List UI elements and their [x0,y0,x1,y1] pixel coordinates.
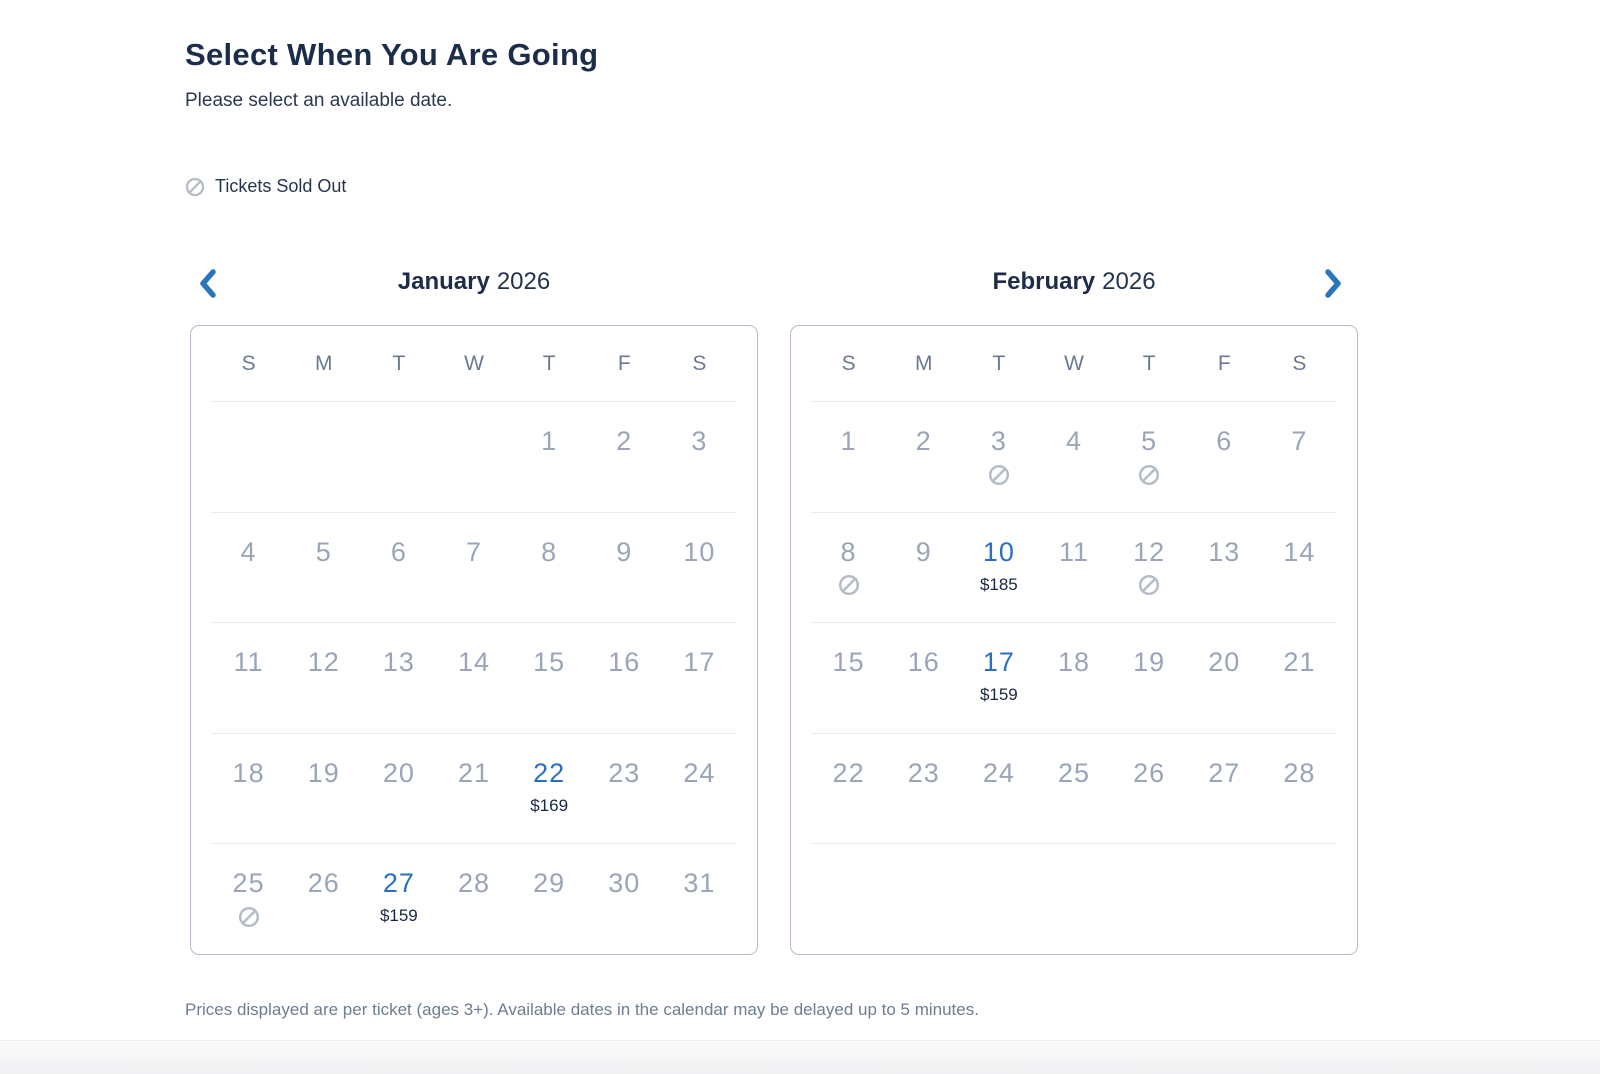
calendar-january [190,325,758,955]
day-sub-spacer [1036,682,1111,708]
day-number: 26 [307,868,340,899]
calendar-day-unavailable [436,734,511,844]
sold-out-icon [811,572,886,598]
calendar-day-unavailable [961,734,1036,844]
calendar-day-unavailable [587,734,662,844]
day-number: 5 [1141,426,1158,456]
weekday-header: T [392,352,406,375]
calendar-day-unavailable [436,623,511,733]
empty-day-cell [1112,844,1187,954]
empty-day-cell [211,402,286,512]
calendar-day-unavailable [1187,513,1262,623]
sold-out-icon [185,177,205,197]
calendar-day-unavailable [436,513,511,623]
month-year: 2026 [496,268,551,295]
calendar-day-unavailable [361,513,436,623]
calendar-day-unavailable [886,734,961,844]
calendar-week-row [811,623,1337,734]
day-sub-spacer [587,903,662,929]
day-sub-spacer [512,572,587,598]
calendar-day-unavailable [1262,402,1337,512]
calendar-day-unavailable [662,734,737,844]
day-number: 5 [315,536,332,567]
day-sub-spacer [1187,682,1262,708]
day-sub-spacer [361,572,436,598]
calendar-day-unavailable [286,844,361,954]
empty-day-cell [961,844,1036,954]
calendar-week-row [811,734,1337,845]
day-number: 15 [533,647,566,678]
day-sub-spacer [1036,572,1111,598]
day-number: 22 [832,757,865,788]
day-number: 1 [840,426,857,456]
day-number: 24 [982,757,1015,788]
weekday-header: W [1064,352,1084,375]
day-number[interactable]: 17 [982,647,1015,678]
month-year: 2026 [1102,268,1156,295]
empty-day-cell [436,402,511,512]
day-number: 21 [457,757,491,788]
sold-out-legend [185,176,346,197]
empty-day-cell [286,402,361,512]
day-sub-spacer [662,793,737,819]
calendar-week-row [811,402,1337,513]
weekday-header: W [464,352,484,375]
calendar-day-unavailable [436,844,511,954]
calendar-week-row [811,513,1337,624]
day-sub-spacer [512,682,587,708]
day-number: 10 [683,536,716,567]
calendar-day-unavailable [587,623,662,733]
calendar-day-available[interactable] [961,623,1036,733]
calendar-day-unavailable [811,402,886,512]
calendar-day-unavailable [662,513,737,623]
calendar-day-available[interactable] [512,734,587,844]
day-sub-spacer [436,572,511,598]
weekday-header: T [992,352,1006,375]
day-number: 13 [1208,536,1241,567]
day-price: $169 [530,795,569,815]
day-number: 7 [1291,426,1308,456]
day-sub-spacer [662,682,737,708]
day-number: 27 [1208,757,1241,788]
next-month-button[interactable] [1322,268,1345,299]
day-number: 24 [683,757,716,788]
calendar-day-unavailable [1112,734,1187,844]
day-sub-spacer [961,793,1036,819]
day-number: 30 [608,868,641,899]
calendar-day-unavailable [811,513,886,623]
calendar-day-unavailable [587,844,662,954]
day-sub-spacer [286,572,361,598]
month-title-january [190,268,758,296]
month-name: January [397,268,490,295]
calendar-day-unavailable [1187,623,1262,733]
calendar-day-unavailable [211,623,286,733]
day-number: 25 [232,868,265,899]
calendar-day-unavailable [1262,623,1337,733]
day-number: 23 [608,757,641,788]
day-sub-spacer [811,461,886,487]
day-number: 31 [683,868,716,899]
calendar-day-unavailable [1036,513,1111,623]
calendar-day-unavailable [1262,513,1337,623]
empty-day-cell [361,402,436,512]
day-number: 14 [1283,536,1316,567]
calendar-day-unavailable [1036,623,1111,733]
day-number: 17 [683,647,716,678]
empty-day-cell [811,844,886,954]
day-sub-spacer [286,903,361,929]
day-sub-spacer [436,903,511,929]
day-sub-spacer [587,793,662,819]
day-sub-spacer [1112,793,1187,819]
weekday-header: T [542,352,556,375]
day-number: 9 [616,536,633,567]
price-disclaimer: Prices displayed are per ticket (ages 3+). Available dates in the calendar may be delayed up to 5 minutes. [185,1000,979,1019]
day-sub-spacer [1187,461,1262,487]
day-number: 26 [1133,757,1166,788]
day-number: 8 [541,536,558,567]
calendar-day-unavailable [286,734,361,844]
day-sub-spacer [211,572,286,598]
day-number: 28 [457,868,491,899]
day-sub-spacer [811,793,886,819]
weekday-header: F [1217,352,1231,375]
calendar-day-unavailable [886,513,961,623]
calendar-day-unavailable [211,513,286,623]
weekday-header: S [1292,352,1307,375]
day-number: 21 [1283,647,1316,678]
day-sub-spacer [1036,461,1111,487]
day-sub-spacer [1187,572,1262,598]
month-title-february [790,268,1358,296]
calendar-day-unavailable [587,513,662,623]
day-number: 3 [990,426,1007,456]
day-price: $159 [979,685,1018,705]
chevron-right-icon [1322,287,1345,302]
day-number: 2 [915,426,932,456]
calendar-day-unavailable [886,402,961,512]
calendar-day-unavailable [1187,402,1262,512]
sold-out-icon [1112,461,1187,487]
calendar-day-available[interactable] [361,844,436,954]
day-number: 9 [915,536,932,567]
empty-day-cell [1187,844,1262,954]
calendar-day-unavailable [662,844,737,954]
day-sub-spacer [211,793,286,819]
sold-out-icon [961,461,1036,487]
calendar-day-unavailable [1112,623,1187,733]
day-sub-spacer [512,461,587,487]
calendar-week-row [211,513,737,624]
day-number: 13 [382,647,415,678]
calendar-week-row [211,844,737,954]
calendar-week-row [211,623,737,734]
day-sub-spacer [1187,793,1262,819]
day-sub-spacer [286,793,361,819]
day-sub-spacer [886,461,961,487]
month-name: February [992,268,1096,295]
calendar-day-unavailable [587,402,662,512]
day-sub-spacer [886,572,961,598]
section-divider-band [0,1040,1600,1074]
weekday-header-row [811,326,1337,402]
calendar-day-unavailable [361,623,436,733]
day-number: 11 [1058,536,1089,567]
day-number: 4 [1065,426,1082,456]
calendar-day-unavailable [1112,513,1187,623]
day-sub-spacer [886,682,961,708]
day-number: 25 [1057,757,1091,788]
calendar-day-unavailable [1036,402,1111,512]
weekday-header: F [617,352,631,375]
calendar-day-unavailable [662,402,737,512]
day-sub-spacer [811,682,886,708]
day-number: 29 [533,868,566,899]
day-sub-spacer [1262,682,1337,708]
calendar-day-unavailable [512,623,587,733]
calendar-day-unavailable [961,402,1036,512]
calendar-day-unavailable [286,623,361,733]
calendar-day-available[interactable] [961,513,1036,623]
day-sub-spacer [587,572,662,598]
sold-out-icon [1112,572,1187,598]
day-number: 15 [832,647,865,678]
day-number: 23 [907,757,940,788]
weekday-header-row [211,326,737,402]
day-number: 19 [1133,647,1166,678]
day-price: $185 [979,574,1018,594]
day-number: 12 [307,647,340,678]
day-number[interactable]: 10 [982,536,1015,567]
day-number: 16 [608,647,641,678]
weekday-header: S [841,352,856,375]
day-sub-spacer [361,682,436,708]
sold-out-icon [211,903,286,929]
day-price: $159 [379,906,418,926]
subtitle: Please select an available date. [185,90,453,111]
weekday-header: S [692,352,707,375]
empty-day-cell [1262,844,1337,954]
legend-label: Tickets Sold Out [215,176,347,196]
day-number: 4 [240,536,257,567]
day-number: 1 [541,426,558,456]
day-number: 28 [1283,757,1316,788]
day-sub-spacer [361,793,436,819]
day-number: 8 [840,536,857,567]
calendar-day-unavailable [1187,734,1262,844]
calendar-day-unavailable [662,623,737,733]
day-number: 6 [1216,426,1233,456]
day-sub-spacer [1262,461,1337,487]
calendar-day-unavailable [512,513,587,623]
day-number: 20 [1208,647,1241,678]
calendar-day-unavailable [811,734,886,844]
day-number: 6 [390,536,407,567]
empty-day-cell [886,844,961,954]
day-sub-spacer [662,903,737,929]
calendar-week-row [811,844,1337,954]
calendar-week-row [211,402,737,513]
calendar-day-unavailable [286,513,361,623]
day-sub-spacer [662,572,737,598]
day-sub-spacer [587,461,662,487]
calendar-day-unavailable [512,844,587,954]
day-sub-spacer [436,682,511,708]
day-sub-spacer [211,682,286,708]
page-title: Select When You Are Going [185,36,599,72]
day-sub-spacer [1262,572,1337,598]
day-number: 7 [465,536,482,567]
day-sub-spacer [886,793,961,819]
empty-day-cell [1036,844,1111,954]
day-number: 18 [232,757,265,788]
calendar-weeks [811,402,1337,954]
weekday-header: S [241,352,256,375]
day-number: 2 [616,426,633,456]
day-sub-spacer [587,682,662,708]
day-number: 19 [307,757,340,788]
weekday-header: M [314,352,333,375]
day-number[interactable]: 27 [382,868,415,899]
calendar-day-unavailable [886,623,961,733]
calendar-day-unavailable [811,623,886,733]
calendar-day-unavailable [512,402,587,512]
day-number: 12 [1133,536,1166,567]
day-number: 14 [457,647,491,678]
calendar-day-unavailable [361,734,436,844]
weekday-header: M [914,352,933,375]
day-number: 11 [233,647,264,678]
day-sub-spacer [662,461,737,487]
day-number: 20 [382,757,415,788]
calendar-day-unavailable [211,844,286,954]
day-number: 18 [1057,647,1091,678]
day-number: 16 [907,647,940,678]
calendar-day-unavailable [211,734,286,844]
day-number[interactable]: 22 [533,757,566,788]
day-sub-spacer [1262,793,1337,819]
calendar-day-unavailable [1112,402,1187,512]
calendar-week-row [211,734,737,845]
day-sub-spacer [512,903,587,929]
day-sub-spacer [436,793,511,819]
day-sub-spacer [1036,793,1111,819]
calendar-weeks [211,402,737,954]
day-number: 3 [691,426,708,456]
calendar-day-unavailable [1262,734,1337,844]
weekday-header: T [1142,352,1156,375]
day-sub-spacer [286,682,361,708]
calendar-february [790,325,1358,955]
calendar-day-unavailable [1036,734,1111,844]
day-sub-spacer [1112,682,1187,708]
